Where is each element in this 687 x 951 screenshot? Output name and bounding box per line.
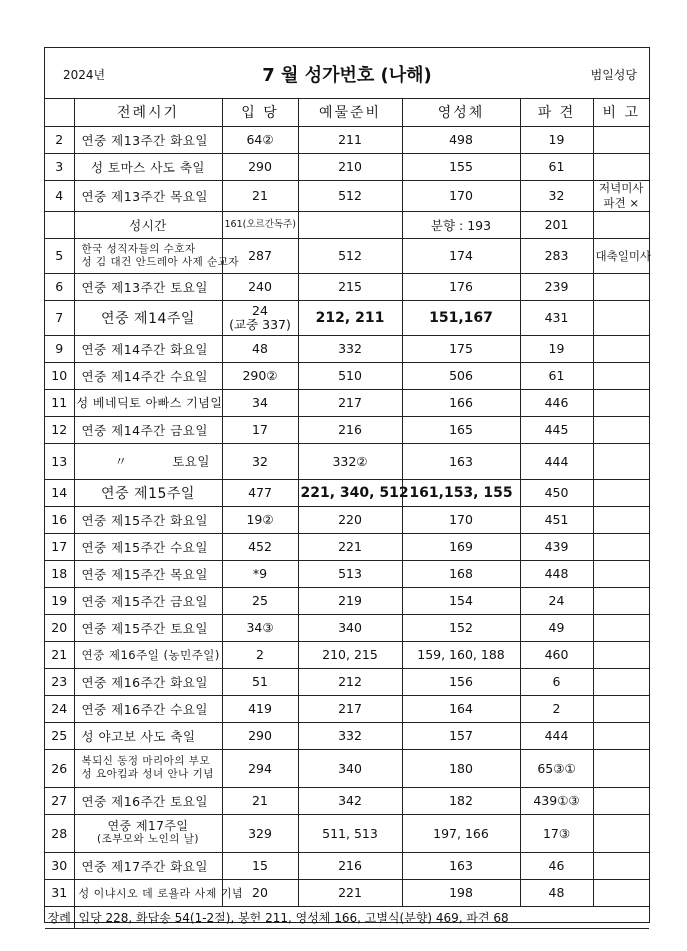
table-row (45, 695, 649, 722)
offertory-cell: 215 (298, 273, 402, 300)
offertory-cell: 211 (298, 126, 402, 153)
note-cell (593, 153, 649, 180)
offertory-cell: 512 (298, 238, 402, 273)
table-row (45, 814, 649, 852)
offertory-cell: 212 (298, 668, 402, 695)
offertory-cell: 212, 211 (298, 300, 402, 335)
church-name: 범일성당 (590, 68, 637, 82)
table-row (45, 587, 649, 614)
communion-cell: 151,167 (402, 300, 520, 335)
offertory-cell: 221 (298, 879, 402, 906)
day-cell: 4 (45, 180, 74, 211)
entrance-cell: 64② (222, 126, 298, 153)
dismissal-cell: 439①③ (520, 787, 593, 814)
communion-cell: 180 (402, 749, 520, 787)
day-cell: 3 (45, 153, 74, 180)
table-row (45, 180, 649, 211)
day-cell: 16 (45, 506, 74, 533)
offertory-cell: 217 (298, 695, 402, 722)
offertory-cell: 220 (298, 506, 402, 533)
dismissal-cell: 444 (520, 722, 593, 749)
note-cell (593, 722, 649, 749)
year-label: 2024년 (63, 68, 106, 82)
day-cell: 13 (45, 443, 74, 479)
liturgy-cell: 연중 제13주간 화요일 (74, 126, 222, 153)
note-cell (593, 506, 649, 533)
day-cell: 12 (45, 416, 74, 443)
dismissal-cell: 201 (520, 211, 593, 238)
offertory-cell: 210, 215 (298, 641, 402, 668)
dismissal-cell: 450 (520, 479, 593, 506)
liturgy-cell: 연중 제14주일 (74, 300, 222, 335)
day-cell: 26 (45, 749, 74, 787)
table-row (45, 533, 649, 560)
day-cell: 17 (45, 533, 74, 560)
table-row (45, 211, 649, 238)
entrance-cell: 21 (222, 787, 298, 814)
day-cell: 7 (45, 300, 74, 335)
col-communion: 영성체 (402, 98, 520, 126)
entrance-cell: 48 (222, 335, 298, 362)
dismissal-cell: 17③ (520, 814, 593, 852)
entrance-cell: 477 (222, 479, 298, 506)
dismissal-cell: 6 (520, 668, 593, 695)
communion-cell: 157 (402, 722, 520, 749)
dismissal-cell: 445 (520, 416, 593, 443)
funeral-hymns: 입당 228, 화답송 54(1-2절), 봉헌 211, 영성체 166, 고별식(분향) 469, 파견 68 (74, 906, 649, 928)
dismissal-cell: 65③① (520, 749, 593, 787)
liturgy-cell: 연중 제15주일 (74, 479, 222, 506)
hymn-schedule-sheet (44, 47, 650, 923)
day-cell: 18 (45, 560, 74, 587)
dismissal-cell: 283 (520, 238, 593, 273)
liturgy-line-1: 연중 제17주일 (107, 819, 189, 833)
note-cell (593, 479, 649, 506)
table-row (45, 300, 649, 335)
table-row (45, 416, 649, 443)
liturgy-cell: 성 베네딕토 아빠스 기념일 (74, 389, 222, 416)
communion-cell: 165 (402, 416, 520, 443)
note-cell (593, 443, 649, 479)
day-cell: 21 (45, 641, 74, 668)
note-cell (593, 416, 649, 443)
table-row (45, 362, 649, 389)
entrance-cell: 25 (222, 587, 298, 614)
communion-cell: 156 (402, 668, 520, 695)
offertory-cell: 511, 513 (298, 814, 402, 852)
entrance-cell: 20 (222, 879, 298, 906)
communion-cell: 163 (402, 852, 520, 879)
communion-cell: 분향 : 193 (402, 211, 520, 238)
col-entrance: 입 당 (222, 98, 298, 126)
entrance-cell: 240 (222, 273, 298, 300)
note-cell (593, 587, 649, 614)
table-row (45, 879, 649, 906)
table-row (45, 787, 649, 814)
note-cell (593, 273, 649, 300)
offertory-cell: 332② (298, 443, 402, 479)
communion-cell: 154 (402, 587, 520, 614)
day-cell: 14 (45, 479, 74, 506)
sheet-header (45, 48, 649, 99)
entrance-cell: 2 (222, 641, 298, 668)
entrance-cell: 287 (222, 238, 298, 273)
note-cell: 대축일미사 (593, 238, 649, 273)
day-cell: 23 (45, 668, 74, 695)
communion-cell: 498 (402, 126, 520, 153)
table-row (45, 273, 649, 300)
day-cell: 20 (45, 614, 74, 641)
communion-cell: 166 (402, 389, 520, 416)
note-cell (593, 668, 649, 695)
table-row (45, 668, 649, 695)
liturgy-cell: 연중 제16주간 수요일 (74, 695, 222, 722)
note-cell (593, 879, 649, 906)
liturgy-cell (74, 749, 222, 787)
entrance-cell: 290 (222, 153, 298, 180)
day-cell: 24 (45, 695, 74, 722)
communion-cell: 198 (402, 879, 520, 906)
table-row (45, 335, 649, 362)
table-row (45, 479, 649, 506)
note-cell (593, 362, 649, 389)
table-row (45, 560, 649, 587)
dismissal-cell: 439 (520, 533, 593, 560)
day-cell (45, 211, 74, 238)
day-cell: 25 (45, 722, 74, 749)
note-cell (593, 749, 649, 787)
entrance-cell: 419 (222, 695, 298, 722)
entrance-cell: 329 (222, 814, 298, 852)
note-cell (593, 126, 649, 153)
entrance-cell: 161(오르간독주) (222, 211, 298, 238)
table-row (45, 389, 649, 416)
liturgy-cell: 연중 제15주간 금요일 (74, 587, 222, 614)
communion-cell: 159, 160, 188 (402, 641, 520, 668)
note-cell (593, 695, 649, 722)
entrance-cell: 294 (222, 749, 298, 787)
liturgy-line-2: (조부모와 노인의 날) (96, 833, 199, 845)
liturgy-cell: 연중 제15주간 토요일 (74, 614, 222, 641)
col-offertory: 예물준비 (298, 98, 402, 126)
table-header-row (45, 98, 649, 126)
liturgy-cell: 연중 제16주일 (농민주일) (74, 641, 222, 668)
entrance-line-2: (교중 337) (229, 316, 291, 332)
col-day (45, 98, 74, 126)
entrance-cell: 15 (222, 852, 298, 879)
entrance-cell: 290 (222, 722, 298, 749)
dismissal-cell: 24 (520, 587, 593, 614)
day-cell: 30 (45, 852, 74, 879)
liturgy-cell (74, 238, 240, 273)
offertory-cell: 512 (298, 180, 402, 211)
note-cell (593, 389, 649, 416)
communion-cell: 161,153, 155 (402, 479, 520, 506)
day-cell: 19 (45, 587, 74, 614)
day-cell: 31 (45, 879, 74, 906)
table-row (45, 614, 649, 641)
liturgy-line-2: 성 김 대건 안드레아 사제 순교자 (81, 255, 240, 268)
entrance-cell: *9 (222, 560, 298, 587)
dismissal-cell: 444 (520, 443, 593, 479)
day-cell: 27 (45, 787, 74, 814)
table-row (45, 153, 649, 180)
table-row (45, 641, 649, 668)
communion-cell: 506 (402, 362, 520, 389)
note-cell (593, 533, 649, 560)
day-cell: 10 (45, 362, 74, 389)
table-row (45, 126, 649, 153)
liturgy-cell: 연중 제14주간 화요일 (74, 335, 222, 362)
liturgy-cell: 성시간 (74, 211, 222, 238)
offertory-cell (298, 211, 402, 238)
note-cell (593, 641, 649, 668)
funeral-label: 장례 (45, 906, 74, 928)
note-cell (593, 852, 649, 879)
note-cell (593, 560, 649, 587)
liturgy-cell: 연중 제16주간 토요일 (74, 787, 222, 814)
liturgy-cell: 연중 제15주간 화요일 (74, 506, 222, 533)
table-row (45, 506, 649, 533)
dismissal-cell: 19 (520, 126, 593, 153)
liturgy-cell (74, 814, 222, 852)
hymn-table (45, 98, 652, 929)
communion-cell: 197, 166 (402, 814, 520, 852)
day-cell: 2 (45, 126, 74, 153)
liturgy-cell: 연중 제15주간 목요일 (74, 560, 222, 587)
liturgy-cell: 〃 토요일 (74, 443, 222, 479)
entrance-cell: 452 (222, 533, 298, 560)
entrance-cell: 19② (222, 506, 298, 533)
offertory-cell: 342 (298, 787, 402, 814)
offertory-cell: 332 (298, 335, 402, 362)
table-row (45, 238, 649, 273)
liturgy-cell: 연중 제15주간 수요일 (74, 533, 222, 560)
entrance-cell: 34③ (222, 614, 298, 641)
note-cell (593, 211, 649, 238)
day-cell: 28 (45, 814, 74, 852)
note-cell (593, 614, 649, 641)
communion-cell: 164 (402, 695, 520, 722)
page-title: 7 월 성가번호 (나해) (262, 65, 432, 86)
communion-cell: 182 (402, 787, 520, 814)
entrance-cell: 290② (222, 362, 298, 389)
note-cell (593, 335, 649, 362)
offertory-cell: 217 (298, 389, 402, 416)
entrance-cell: 32 (222, 443, 298, 479)
communion-cell: 168 (402, 560, 520, 587)
dismissal-cell: 48 (520, 879, 593, 906)
dismissal-cell: 61 (520, 362, 593, 389)
col-note: 비 고 (593, 98, 649, 126)
dismissal-cell: 239 (520, 273, 593, 300)
day-cell: 9 (45, 335, 74, 362)
entrance-cell: 17 (222, 416, 298, 443)
dismissal-cell: 460 (520, 641, 593, 668)
dismissal-cell: 448 (520, 560, 593, 587)
dismissal-cell: 446 (520, 389, 593, 416)
offertory-cell: 216 (298, 416, 402, 443)
communion-cell: 152 (402, 614, 520, 641)
day-cell: 6 (45, 273, 74, 300)
offertory-cell: 340 (298, 749, 402, 787)
day-cell: 5 (45, 238, 74, 273)
entrance-cell: 51 (222, 668, 298, 695)
entrance-cell (222, 300, 298, 335)
table-row (45, 443, 649, 479)
dismissal-cell: 61 (520, 153, 593, 180)
entrance-line-1: 24 (252, 302, 268, 318)
liturgy-line-1: 한국 성직자들의 수호자 (81, 242, 196, 255)
funeral-row (45, 906, 649, 928)
day-cell: 11 (45, 389, 74, 416)
table-row (45, 852, 649, 879)
note-cell (593, 300, 649, 335)
liturgy-line-1: 복되신 동정 마리아의 부모 (81, 755, 211, 767)
communion-cell: 176 (402, 273, 520, 300)
dismissal-cell: 431 (520, 300, 593, 335)
offertory-cell: 340 (298, 614, 402, 641)
offertory-cell: 332 (298, 722, 402, 749)
offertory-cell: 510 (298, 362, 402, 389)
dismissal-cell: 49 (520, 614, 593, 641)
liturgy-cell: 성 토마스 사도 축일 (74, 153, 222, 180)
col-dismissal: 파 견 (520, 98, 593, 126)
communion-cell: 169 (402, 533, 520, 560)
offertory-cell: 216 (298, 852, 402, 879)
liturgy-cell: 연중 제17주간 화요일 (74, 852, 222, 879)
liturgy-cell: 연중 제13주간 토요일 (74, 273, 222, 300)
entrance-cell: 21 (222, 180, 298, 211)
dismissal-cell: 32 (520, 180, 593, 211)
dismissal-cell: 19 (520, 335, 593, 362)
liturgy-cell: 연중 제16주간 화요일 (74, 668, 222, 695)
communion-cell: 155 (402, 153, 520, 180)
note-cell (593, 814, 649, 852)
communion-cell: 174 (402, 238, 520, 273)
communion-cell: 170 (402, 506, 520, 533)
note-cell: 저녁미사 파견 × (593, 180, 649, 211)
communion-cell: 175 (402, 335, 520, 362)
dismissal-cell: 46 (520, 852, 593, 879)
dismissal-cell: 451 (520, 506, 593, 533)
communion-cell: 163 (402, 443, 520, 479)
liturgy-line-2: 성 요아킴과 성녀 안나 기념 (81, 768, 214, 780)
col-liturgy: 전례시기 (74, 98, 222, 126)
liturgy-cell: 연중 제14주간 금요일 (74, 416, 222, 443)
liturgy-cell: 성 이냐시오 데 로욜라 사제 기념 (74, 879, 222, 906)
liturgy-cell: 연중 제13주간 목요일 (74, 180, 222, 211)
table-row (45, 722, 649, 749)
dismissal-cell: 2 (520, 695, 593, 722)
offertory-cell: 219 (298, 587, 402, 614)
offertory-cell: 221, 340, 512 (298, 479, 402, 506)
liturgy-cell: 연중 제14주간 수요일 (74, 362, 222, 389)
entrance-cell: 34 (222, 389, 298, 416)
table-row (45, 749, 649, 787)
communion-cell: 170 (402, 180, 520, 211)
offertory-cell: 513 (298, 560, 402, 587)
offertory-cell: 210 (298, 153, 402, 180)
liturgy-cell: 성 야고보 사도 축일 (74, 722, 222, 749)
note-cell (593, 787, 649, 814)
offertory-cell: 221 (298, 533, 402, 560)
